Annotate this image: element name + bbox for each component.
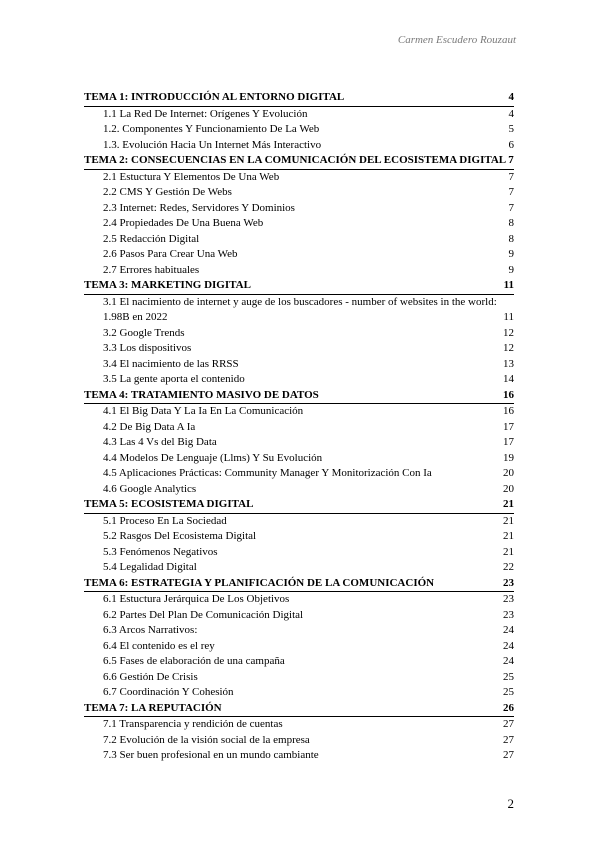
toc-section-entry[interactable]	[84, 560, 514, 576]
toc-entry-page: 22	[503, 561, 514, 573]
toc-section-entry[interactable]	[84, 592, 514, 608]
toc-entry-page: 17	[503, 420, 514, 433]
toc-section-entry[interactable]	[84, 545, 514, 561]
toc-section-entry[interactable]	[84, 466, 514, 482]
toc-entry-page: 16	[503, 388, 514, 401]
toc-chapter-entry[interactable]	[84, 497, 514, 514]
toc-section-entry[interactable]	[84, 295, 514, 326]
toc-entry-page: 27	[503, 733, 514, 746]
toc-section-entry[interactable]	[84, 451, 514, 467]
toc-entry-title: 2.5 Redacción Digital	[103, 232, 200, 245]
toc-entry-page: 16	[503, 405, 514, 417]
toc-entry-page: 8	[508, 217, 514, 229]
toc-section-entry[interactable]	[84, 170, 514, 186]
toc-entry-title: 2.4 Propiedades De Una Buena Web	[103, 217, 264, 229]
toc-entry-title: 7.1 Transparencia y rendición de cuentas	[103, 718, 283, 730]
toc-section-entry[interactable]	[84, 185, 514, 201]
toc-entry-page: 6	[508, 138, 514, 151]
toc-entry-title: 3.3 Los dispositivos	[103, 342, 192, 354]
toc-chapter-entry[interactable]	[84, 388, 514, 405]
toc-section-entry[interactable]	[84, 263, 514, 279]
toc-entry-title: 2.3 Internet: Redes, Servidores Y Dominios	[103, 201, 295, 214]
toc-entry-page: 8	[508, 232, 514, 245]
toc-entry-title: 5.4 Legalidad Digital	[103, 561, 197, 573]
toc-entry-page: 9	[508, 248, 514, 260]
toc-section-entry[interactable]	[84, 529, 514, 545]
toc-section-entry[interactable]	[84, 623, 514, 639]
toc-entry-page: 7	[508, 186, 514, 198]
toc-entry-page: 24	[503, 655, 514, 667]
toc-section-entry[interactable]	[84, 326, 514, 342]
toc-section-entry[interactable]	[84, 201, 514, 217]
toc-chapter-entry[interactable]	[84, 153, 514, 170]
toc-entry-page: 7	[508, 201, 514, 214]
toc-entry-title: 2.7 Errores habituales	[103, 263, 200, 276]
toc-entry-page: 4	[508, 107, 514, 120]
toc-entry-title: 6.6 Gestión De Crisis	[103, 670, 198, 683]
toc-entry-page: 7	[508, 170, 514, 183]
toc-entry-title: 6.1 Estuctura Jerárquica De Los Objetivos	[103, 593, 290, 605]
toc-section-entry[interactable]	[84, 685, 514, 701]
toc-entry-page: 12	[503, 342, 514, 354]
toc-chapter-entry[interactable]	[84, 278, 514, 295]
toc-entry-page: 24	[503, 624, 514, 636]
toc-entry-title: TEMA 2: CONSECUENCIAS EN LA COMUNICACIÓN DEL ECOSISTEMA DIGITAL	[84, 154, 506, 166]
toc-section-entry[interactable]	[84, 420, 514, 436]
toc-entry-title: 4.2 De Big Data A Ia	[103, 420, 196, 433]
toc-entry-page: 26	[503, 701, 514, 714]
toc-section-entry[interactable]	[84, 341, 514, 357]
toc-entry-title: 1.1 La Red De Internet: Orígenes Y Evolución	[103, 107, 308, 120]
table-of-contents	[84, 90, 514, 764]
toc-entry-title: 2.1 Estuctura Y Elementos De Una Web	[103, 170, 280, 183]
toc-chapter-entry[interactable]	[84, 576, 514, 593]
toc-entry-page: 17	[503, 436, 514, 448]
toc-entry-page: 9	[508, 263, 514, 276]
toc-section-entry[interactable]	[84, 482, 514, 498]
toc-entry-title: 7.2 Evolución de la visión social de la empresa	[103, 733, 310, 746]
toc-entry-page: 23	[503, 593, 514, 605]
toc-entry-page: 20	[503, 467, 514, 479]
toc-entry-page: 7	[508, 154, 514, 166]
toc-entry-title: TEMA 3: MARKETING DIGITAL	[84, 279, 251, 291]
toc-section-entry[interactable]	[84, 654, 514, 670]
toc-entry-page: 19	[503, 451, 514, 464]
toc-entry-title: 6.4 El contenido es el rey	[103, 639, 215, 652]
toc-entry-title: TEMA 5: ECOSISTEMA DIGITAL	[84, 498, 254, 510]
toc-entry-title: 3.2 Google Trends	[103, 326, 185, 339]
toc-section-entry[interactable]	[84, 232, 514, 248]
toc-entry-title: 4.4 Modelos De Lenguaje (Llms) Y Su Evolución	[103, 451, 323, 464]
toc-entry-page: 12	[503, 326, 514, 339]
toc-entry-title: 6.5 Fases de elaboración de una campaña	[103, 655, 285, 667]
toc-entry-page: 27	[503, 749, 514, 761]
toc-entry-title: 7.3 Ser buen profesional en un mundo cambiante	[103, 749, 319, 761]
toc-entry-title: 4.3 Las 4 Vs del Big Data	[103, 436, 217, 448]
toc-entry-title: 5.3 Fenómenos Negativos	[103, 545, 218, 558]
toc-entry-page: 23	[503, 576, 514, 589]
toc-section-entry[interactable]	[84, 435, 514, 451]
toc-entry-page: 13	[503, 357, 514, 370]
toc-entry-page: 21	[503, 545, 514, 558]
toc-entry-title: 1.2. Componentes Y Funcionamiento De La Web	[103, 123, 320, 135]
toc-entry-title: 1.3. Evolución Hacia Un Internet Más Interactivo	[103, 138, 322, 151]
toc-section-entry[interactable]	[84, 748, 514, 764]
toc-section-entry[interactable]	[84, 717, 514, 733]
toc-entry-page: 14	[503, 373, 514, 385]
toc-entry-page: 23	[503, 608, 514, 621]
toc-entry-title: 3.4 El nacimiento de las RRSS	[103, 357, 239, 370]
toc-entry-title: 6.3 Arcos Narrativos:	[103, 624, 198, 636]
toc-entry-page: 21	[503, 514, 514, 527]
toc-entry-page: 5	[508, 123, 514, 135]
toc-section-entry[interactable]	[84, 247, 514, 263]
toc-entry-page: 20	[503, 482, 514, 495]
toc-entry-page: 25	[503, 686, 514, 698]
toc-entry-page: 11	[503, 311, 514, 323]
toc-entry-title: 4.5 Aplicaciones Prácticas: Community Manager Y Monitorización Con Ia	[103, 467, 432, 479]
toc-entry-title: TEMA 4: TRATAMIENTO MASIVO DE DATOS	[84, 388, 319, 401]
toc-entry-title: 3.5 La gente aporta el contenido	[103, 373, 245, 385]
toc-section-entry[interactable]	[84, 107, 514, 123]
toc-entry-page: 4	[508, 91, 514, 103]
toc-entry-title: TEMA 6: ESTRATEGIA Y PLANIFICACIÓN DE LA COMUNICACIÓN	[84, 576, 435, 589]
toc-entry-title: 2.2 CMS Y Gestión De Webs	[103, 186, 232, 198]
toc-entry-title: 5.2 Rasgos Del Ecosistema Digital	[103, 530, 257, 542]
toc-section-entry[interactable]	[84, 733, 514, 749]
toc-section-entry[interactable]	[84, 138, 514, 154]
toc-entry-title: 2.6 Pasos Para Crear Una Web	[103, 248, 238, 260]
running-header-author: Carmen Escudero Rouzaut	[397, 34, 516, 46]
toc-section-entry[interactable]	[84, 372, 514, 388]
toc-entry-title: 4.6 Google Analytics	[103, 482, 197, 495]
page-number: 2	[507, 796, 514, 811]
toc-entry-title: 3.1 El nacimiento de internet y auge de los buscadores - number of websites in the world:	[103, 295, 497, 308]
toc-section-entry[interactable]	[84, 357, 514, 373]
toc-entry-title: 6.2 Partes Del Plan De Comunicación Digital	[103, 608, 304, 621]
toc-chapter-entry[interactable]	[84, 701, 514, 718]
toc-entry-title: TEMA 1: INTRODUCCIÓN AL ENTORNO DIGITAL	[84, 91, 345, 103]
toc-section-entry[interactable]	[84, 514, 514, 530]
toc-section-entry[interactable]	[84, 670, 514, 686]
toc-section-entry[interactable]	[84, 639, 514, 655]
toc-entry-title-continued: 1.98B en 2022	[103, 311, 168, 323]
toc-entry-page: 24	[503, 639, 514, 652]
toc-chapter-entry[interactable]	[84, 90, 514, 107]
toc-section-entry[interactable]	[84, 216, 514, 232]
toc-entry-title: TEMA 7: LA REPUTACIÓN	[84, 701, 222, 714]
toc-section-entry[interactable]	[84, 122, 514, 138]
toc-entry-page: 27	[503, 718, 514, 730]
toc-entry-title: 4.1 El Big Data Y La Ia En La Comunicación	[103, 405, 304, 417]
toc-entry-page: 21	[503, 498, 514, 510]
toc-entry-title: 5.1 Proceso En La Sociedad	[103, 514, 227, 527]
toc-entry-page: 11	[503, 279, 514, 291]
toc-entry-page: 25	[503, 670, 514, 683]
toc-section-entry[interactable]	[84, 404, 514, 420]
toc-entry-title: 6.7 Coordinación Y Cohesión	[103, 686, 234, 698]
toc-entry-page: 21	[503, 530, 514, 542]
toc-section-entry[interactable]	[84, 608, 514, 624]
